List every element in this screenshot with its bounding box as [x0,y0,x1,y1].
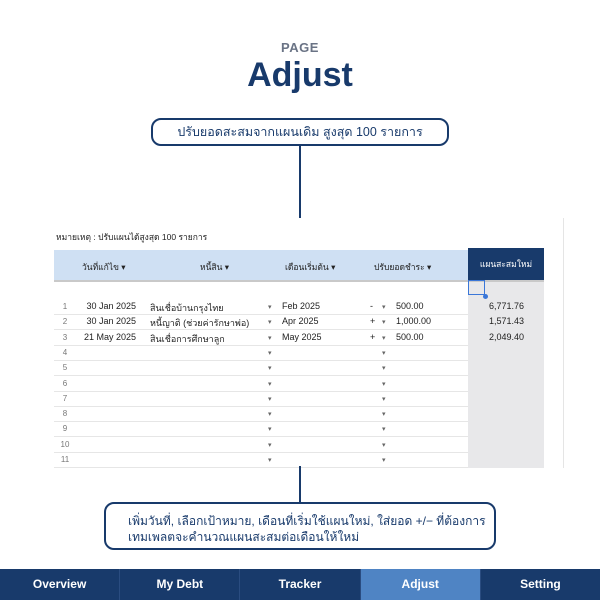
amount-cell[interactable]: 1,000.00 [396,316,432,327]
sheet-border [563,218,564,468]
debt-cell[interactable]: สินเชื่อการศึกษาลูก [150,333,225,344]
dropdown-arrow-icon[interactable]: ▾ [382,319,386,327]
row-number: 8 [62,409,68,419]
dropdown-arrow-icon[interactable]: ▾ [268,304,272,311]
dropdown-arrow-icon[interactable]: ▾ [268,319,272,327]
callout-bottom [104,502,496,550]
dropdown-arrow-icon[interactable]: ▾ [382,457,386,464]
dropdown-arrow-icon[interactable]: ▾ [268,411,272,419]
date-cell[interactable]: 30 Jan 2025 [86,301,136,311]
dropdown-arrow-icon[interactable]: ▾ [382,365,386,373]
dropdown-arrow-icon[interactable]: ▾ [268,380,272,388]
dropdown-arrow-icon[interactable]: ▾ [382,441,386,449]
row-number: 9 [62,424,68,434]
table-row [54,361,468,376]
sheet-note: หมายเหตุ : ปรับแผนได้สูงสุด 100 รายการ [56,232,208,242]
header-start-month-filter[interactable]: เดือนเริ่มต้น ▾ [285,262,336,272]
dropdown-arrow-icon[interactable]: ▾ [268,349,272,357]
spreadsheet-panel [54,218,564,468]
table-row [54,377,468,392]
cell-selection-handle[interactable] [483,294,488,299]
sign-cell[interactable]: + [370,316,376,327]
sign-cell[interactable]: + [370,331,376,342]
dropdown-arrow-icon[interactable]: ▾ [268,365,272,373]
table-row [54,407,468,422]
row-number: 6 [62,378,68,388]
nav-tab-my-debt[interactable]: My Debt [120,569,240,600]
nav-tab-setting[interactable]: Setting [520,577,561,591]
table-row [54,422,468,437]
page-label: PAGE [281,40,319,55]
table-row [54,392,468,407]
date-cell[interactable]: 30 Jan 2025 [86,316,136,327]
sign-cell[interactable]: - [370,301,373,311]
row-number: 1 [62,302,68,311]
page-title: Adjust [247,56,353,94]
debt-cell[interactable]: สินเชื่อบ้านกรุงไทย [150,303,224,313]
header-adjust-amount-filter[interactable]: ปรับยอดชำระ ▾ [374,262,432,272]
table-row [54,438,468,453]
month-cell[interactable]: May 2025 [282,331,322,342]
row-number: 4 [62,347,68,357]
dropdown-arrow-icon[interactable]: ▾ [382,426,386,434]
dropdown-arrow-icon[interactable]: ▾ [382,411,386,419]
row-number: 3 [62,332,68,342]
table-row [54,331,468,346]
month-cell[interactable]: Feb 2025 [282,301,321,311]
dropdown-arrow-icon[interactable]: ▾ [382,349,386,357]
row-number: 7 [62,393,68,403]
header-plan: แผนสะสมใหม่ [468,248,544,280]
table-row [54,300,468,315]
nav-tab-tracker[interactable]: Tracker [240,569,360,600]
row-number: 5 [62,363,68,373]
plan-value: 6,771.76 [488,301,524,311]
row-number: 11 [60,455,70,464]
amount-cell[interactable]: 500.00 [396,331,424,342]
dropdown-arrow-icon[interactable]: ▾ [268,395,272,403]
date-cell[interactable]: 21 May 2025 [83,331,136,342]
header-debt-filter[interactable]: หนี้สิน ▾ [200,262,230,272]
month-cell[interactable]: Apr 2025 [282,316,319,327]
row-number: 2 [62,317,68,327]
callout-bottom-line1: เพิ่มวันที่, เลือกเป้าหมาย, เดือนที่เริ่มใช้แผนใหม่, ใส่ยอด +/− ที่ต้องการ [128,514,486,528]
connector-line-bottom [299,466,301,502]
debt-cell[interactable]: หนี้ญาติ (ช่วยค่ารักษาพ่อ) [150,318,250,329]
callout-bottom-line2: เทมเพลตจะคำนวณแผนสะสมต่อเดือนให้ใหม่ [128,530,360,544]
amount-cell[interactable]: 500.00 [396,301,424,311]
header-date-filter[interactable]: วันที่แก้ไข ▾ [82,262,126,272]
dropdown-arrow-icon[interactable]: ▾ [268,334,272,342]
row-number: 10 [60,439,70,449]
plan-value: 2,049.40 [488,331,524,342]
nav-tab-overview[interactable]: Overview [0,569,120,600]
table-row [54,315,468,330]
nav-tab-adjust[interactable]: Adjust [361,569,481,600]
dropdown-arrow-icon[interactable]: ▾ [268,457,272,464]
callout-top: ปรับยอดสะสมจากแผนเดิม สูงสุด 100 รายการ [151,118,449,146]
dropdown-arrow-icon[interactable]: ▾ [382,380,386,388]
bottom-nav [0,569,600,600]
dropdown-arrow-icon[interactable]: ▾ [268,426,272,434]
cell-selection[interactable] [468,280,485,295]
table-row [54,346,468,361]
dropdown-arrow-icon[interactable]: ▾ [382,304,386,311]
table-row [54,453,468,468]
plan-value: 1,571.43 [488,316,524,327]
connector-line-top [299,146,301,222]
dropdown-arrow-icon[interactable]: ▾ [382,395,386,403]
dropdown-arrow-icon[interactable]: ▾ [382,334,386,342]
dropdown-arrow-icon[interactable]: ▾ [268,441,272,449]
